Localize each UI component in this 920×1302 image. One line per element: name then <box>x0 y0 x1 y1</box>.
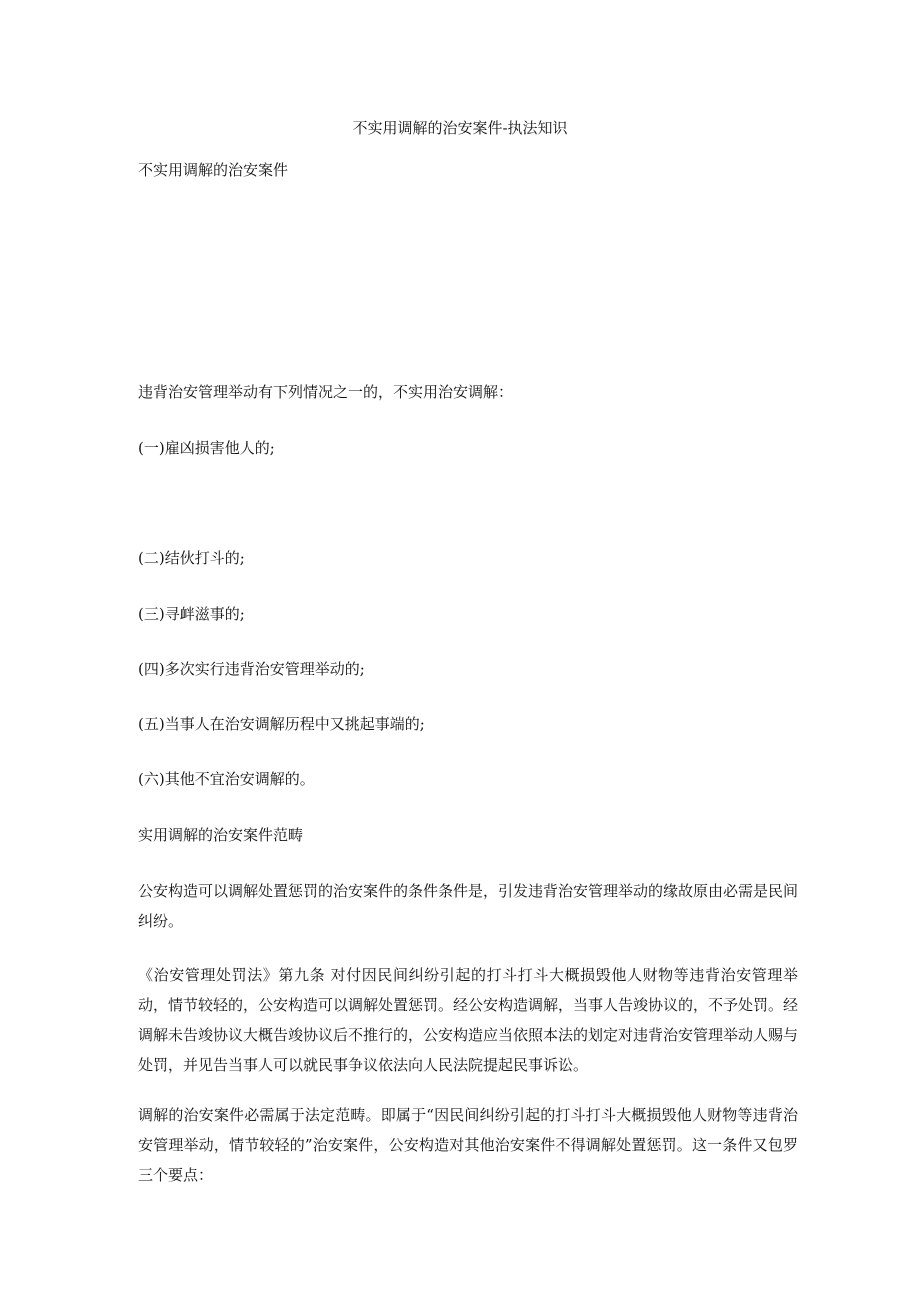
list-item: (一)雇凶损害他人的; <box>138 439 275 457</box>
body-paragraph: 公安构造可以调解处置惩罚的治安案件的条件条件是，引发违背治安管理举动的缘故原由必需是民间纠纷。 <box>138 882 799 930</box>
section-heading: 实用调解的治安案件范畴 <box>138 826 304 844</box>
list-item: (四)多次实行违背治安管理举动的; <box>138 660 365 678</box>
list-item: (二)结伙打斗的; <box>138 549 245 567</box>
document-title: 不实用调解的治安案件-执法知识 <box>352 119 568 137</box>
list-item: (六)其他不宜治安调解的。 <box>138 770 315 788</box>
intro-text: 违背治安管理举动有下列情况之一的，不实用治安调解： <box>138 383 514 401</box>
body-paragraph: 《治安管理处罚法》第九条 对付因民间纠纷引起的打斗打斗大概损毁他人财物等违背治安管理举动，情节较轻的，公安构造可以调解处置惩罚。经公安构造调解，当事人告竣协议的，不予处罚。经调解未告竣协议大概告竣协议后不推行的，公安构造应当依照本法的划定对违背治安管理举动人赐与处罚，并见告当事人可以就民事争议依法向人民法院提起民事诉讼。 <box>138 966 799 1074</box>
list-item: (五)当事人在治安调解历程中又挑起事端的; <box>138 715 425 733</box>
body-paragraph: 调解的治安案件必需属于法定范畴。即属于“因民间纠纷引起的打斗打斗大概损毁他人财物等违背治安管理举动，情节较轻的”治安案件，公安构造对其他治安案件不得调解处置惩罚。这一条件又包罗三个要点： <box>138 1106 798 1184</box>
document-subtitle: 不实用调解的治安案件 <box>138 161 289 179</box>
list-item: (三)寻衅滋事的; <box>138 605 245 623</box>
